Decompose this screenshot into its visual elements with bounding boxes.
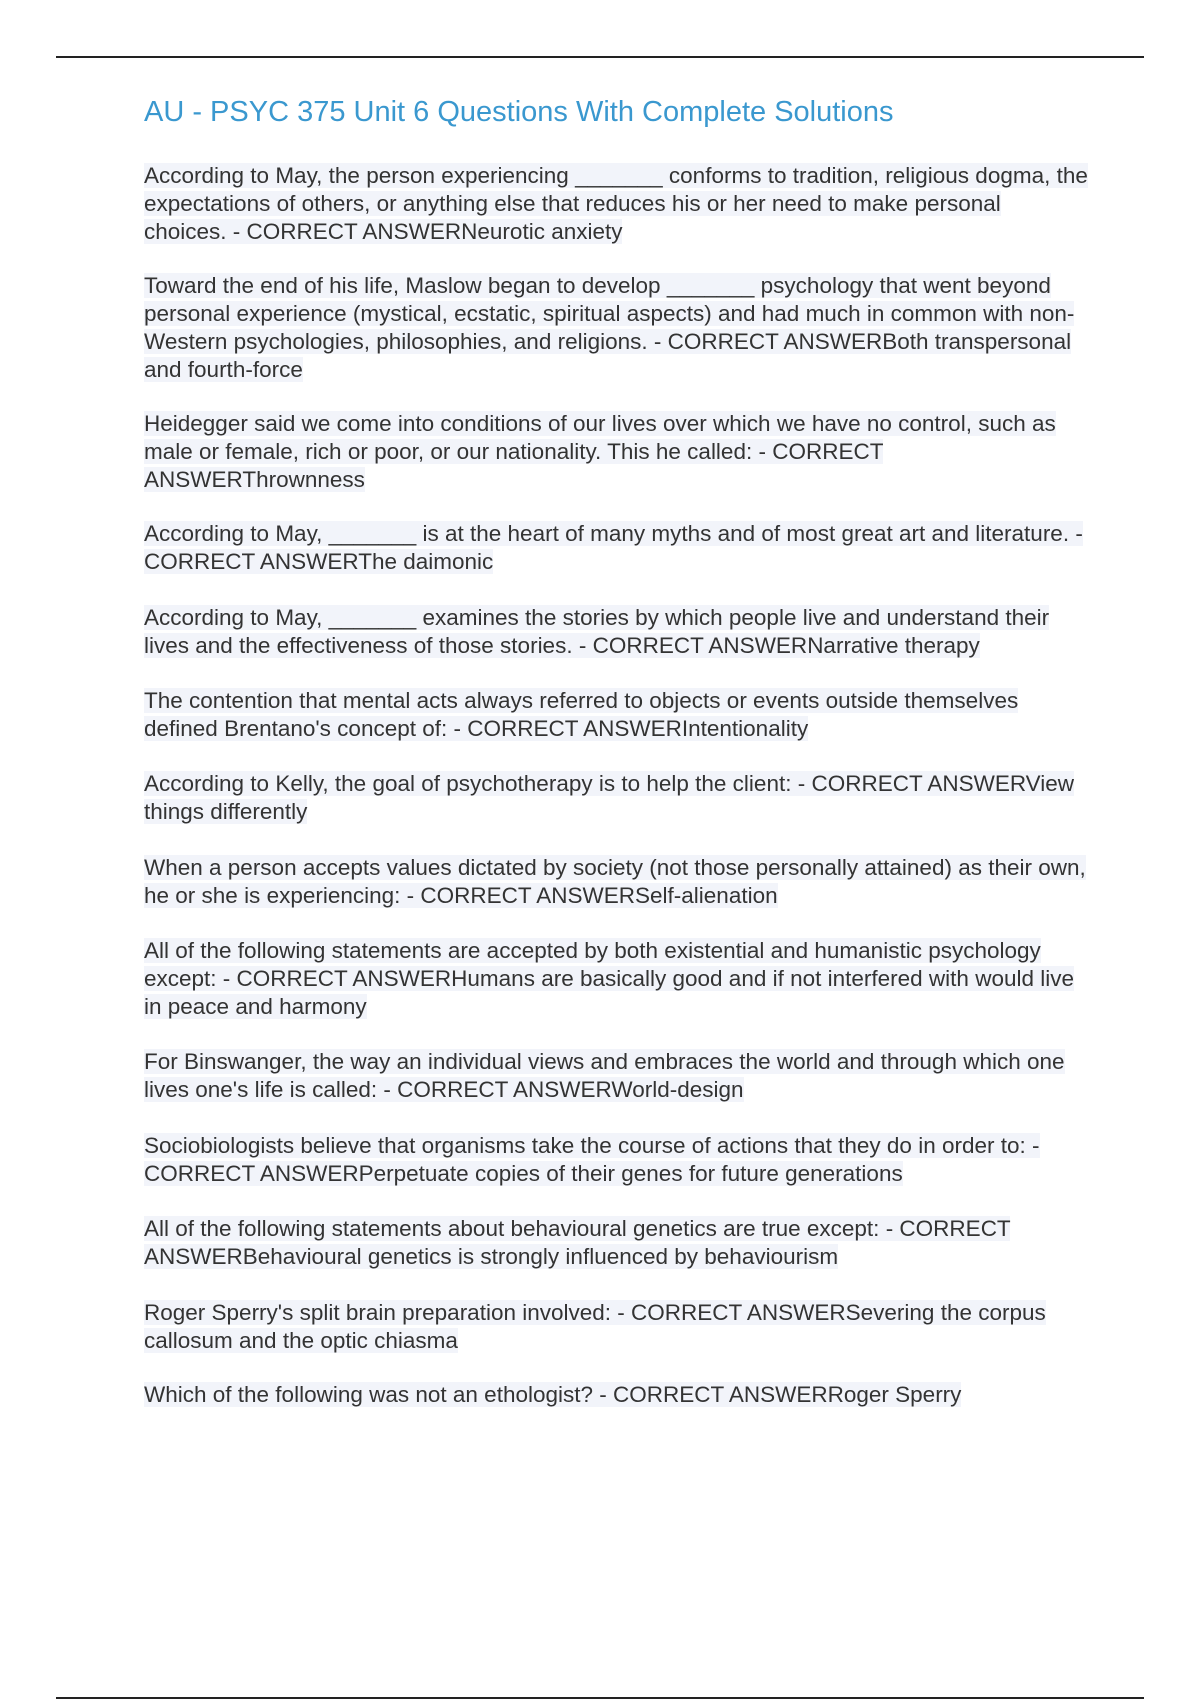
answer-text: Perpetuate copies of their genes for future generations: [358, 1161, 903, 1186]
question-text: Sociobiologists believe that organisms take the course of actions that they do in order to:: [144, 1133, 1026, 1158]
question-text: Roger Sperry's split brain preparation involved:: [144, 1300, 612, 1325]
question-text: According to May, _______ is at the heart of many myths and of most great art and literature.: [144, 521, 1070, 546]
question-text: According to Kelly, the goal of psychotherapy is to help the client:: [144, 771, 792, 796]
answer-separator: - CORRECT ANSWER: [611, 1300, 846, 1325]
answer-separator: - CORRECT ANSWER: [144, 1216, 1011, 1269]
answer-text: Neurotic anxiety: [461, 219, 623, 244]
qa-item: [144, 520, 1089, 576]
qa-item: [144, 1132, 1089, 1188]
question-text: All of the following statements are accepted by both existential and humanistic psychology except:: [144, 938, 1041, 991]
answer-text: Both transpersonal and fourth-force: [144, 329, 1072, 382]
answer-text: Severing the corpus callosum and the optic chiasma: [144, 1300, 1046, 1353]
qa-item: [144, 687, 1089, 743]
answer-separator: - CORRECT ANSWER: [593, 1382, 828, 1407]
document-title: AU - PSYC 375 Unit 6 Questions With Complete Solutions: [144, 96, 894, 128]
qa-item: [144, 272, 1089, 384]
qa-item: [144, 770, 1089, 826]
question-text: For Binswanger, the way an individual views and embraces the world and through which one lives one's life is called:: [144, 1049, 1065, 1102]
answer-separator: - CORRECT ANSWER: [400, 883, 636, 908]
answer-text: Roger Sperry: [827, 1382, 962, 1407]
qa-item: [144, 604, 1089, 660]
qa-item: [144, 1048, 1089, 1104]
question-text: Heidegger said we come into conditions of our lives over which we have no control, such as male or female, rich or poor, or our nationality. This he called:: [144, 411, 1056, 464]
qa-item: [144, 162, 1089, 246]
answer-text: Humans are basically good and if not interfered with would live in peace and harmony: [144, 966, 1074, 1019]
answer-separator: - CORRECT ANSWER: [144, 1133, 1040, 1186]
qa-item: [144, 1299, 1089, 1355]
header-rule: [56, 56, 1144, 58]
question-text: All of the following statements about behavioural genetics are true except:: [144, 1216, 880, 1241]
qa-item: [144, 854, 1089, 910]
qa-item: [144, 937, 1089, 1021]
question-text: Toward the end of his life, Maslow began to develop _______ psychology that went beyond personal experience (mystical, ecstatic, spiritual aspects) and had much in common with non-Western psychologies, philosophies, and religions.: [144, 273, 1075, 354]
answer-separator: - CORRECT ANSWER: [791, 771, 1026, 796]
answer-separator: - CORRECT ANSWER: [572, 633, 808, 658]
answer-text: Intentionality: [681, 716, 809, 741]
answer-separator: - CORRECT ANSWER: [447, 716, 682, 741]
answer-text: Self-alienation: [635, 883, 778, 908]
answer-text: The daimonic: [358, 549, 494, 574]
qa-item: [144, 410, 1089, 494]
question-text: The contention that mental acts always referred to objects or events outside themselves defined Brentano's concept of:: [144, 688, 1019, 741]
footer-rule: [56, 1697, 1144, 1699]
answer-text: View things differently: [144, 771, 1075, 824]
answer-text: Behavioural genetics is strongly influenced by behaviourism: [242, 1244, 839, 1269]
question-text: Which of the following was not an ethologist?: [144, 1382, 594, 1407]
question-text: According to May, the person experiencing _______ conforms to tradition, religious dogma, the expectations of others, or anything else that reduces his or her need to make personal choices.: [144, 163, 1088, 244]
answer-separator: - CORRECT ANSWER: [216, 966, 452, 991]
answer-separator: - CORRECT ANSWER: [144, 439, 884, 492]
answer-separator: - CORRECT ANSWER: [377, 1077, 612, 1102]
answer-text: Thrownness: [242, 467, 365, 492]
question-text: When a person accepts values dictated by society (not those personally attained) as their own, he or she is experiencing:: [144, 855, 1086, 908]
qa-item: [144, 1215, 1089, 1271]
qa-item: [144, 1381, 1089, 1409]
answer-separator: - CORRECT ANSWER: [647, 329, 883, 354]
question-text: According to May, _______ examines the stories by which people live and understand their lives and the effectiveness of those stories.: [144, 605, 1050, 658]
answer-text: World-design: [611, 1077, 744, 1102]
answer-separator: - CORRECT ANSWER: [226, 219, 462, 244]
qa-list: [144, 162, 1089, 1409]
answer-text: Narrative therapy: [807, 633, 980, 658]
answer-separator: - CORRECT ANSWER: [144, 521, 1083, 574]
